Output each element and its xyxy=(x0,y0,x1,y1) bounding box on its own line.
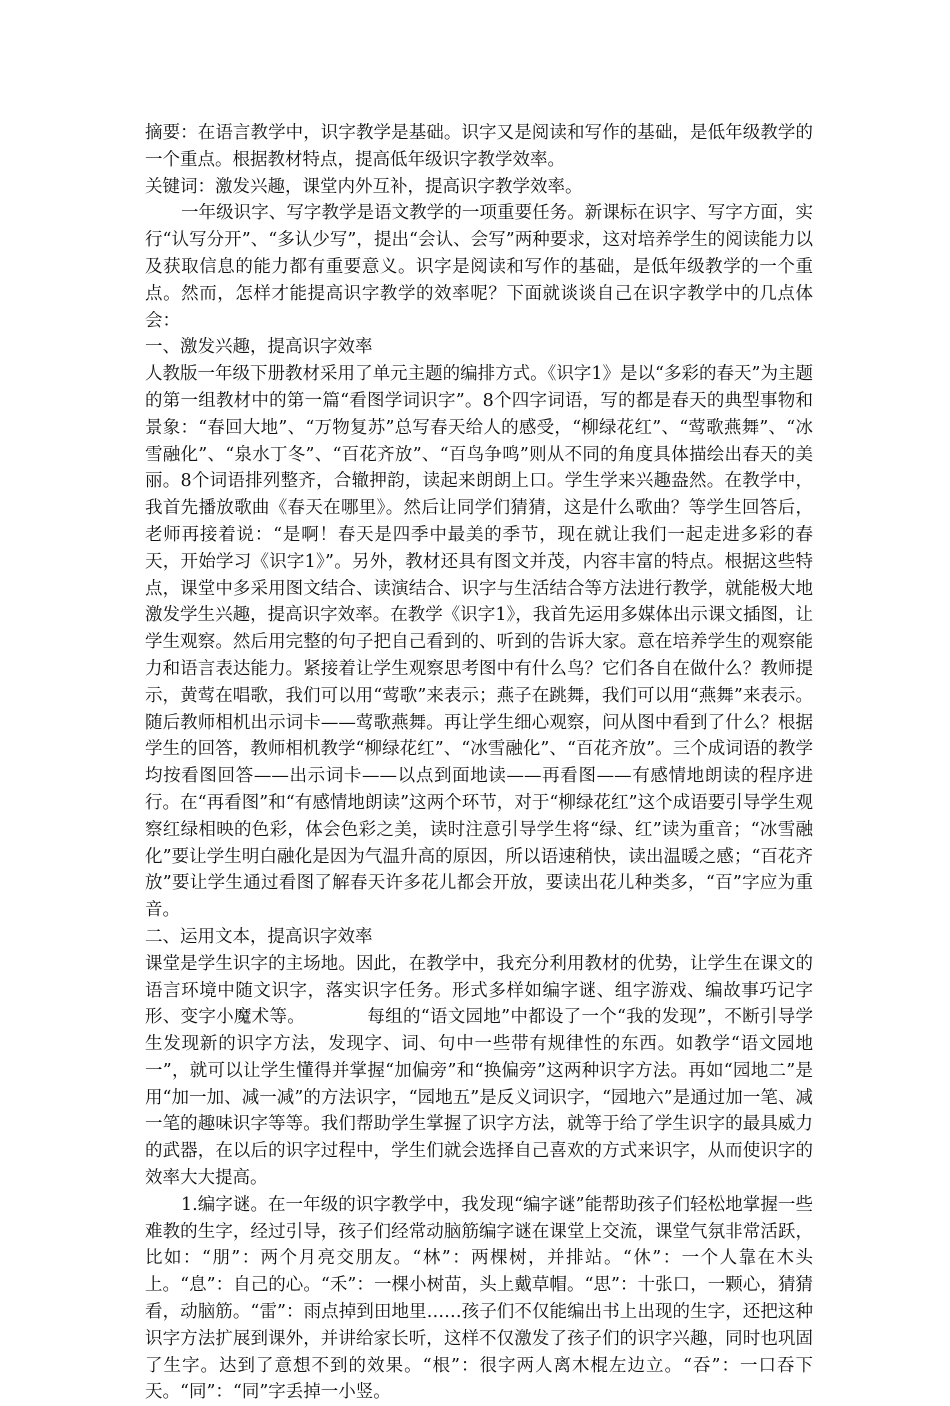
section2-body: 课堂是学生识字的主场地。因此，在教学中，我充分利用教材的优势，让学生在课文的语言环境中随文识字，落实识字任务。形式多样如编字谜、组字游戏、编故事巧记字形、变字小魔术等。 每组的“语文园地”中都设了一个“我的发现”，不断引导学生发现新的识字方法，发现字、词、句中一些带有规律性的东西。如教学“语文园地一”，就可以让学生懂得并掌握“加偏旁”和“换偏旁”这两种识字方法。再如“园地二”是用“加一加、减一减”的方法识字，“园地五”是反义词识字，“园地六”是通过加一笔、减一笔的趣味识字等等。我们帮助学生掌握了识字方法，就等于给了学生识字的最具威力的武器，在以后的识字过程中，学生们就会选择自己喜欢的方式来识字，从而使识字的效率大大提高。 xyxy=(145,953,813,1189)
section1-body: 人教版一年级下册教材采用了单元主题的编排方式。《识字1》是以“多彩的春天”为主题的第一组教材中的第一篇“看图学词识字”。8个四字词语，写的都是春天的典型事物和景象：“春回大地”、“万物复苏”总写春天给人的感受，“柳绿花红”、“莺歌燕舞”、“冰雪融化”、“泉水丁冬”、“百花齐放”、“百鸟争鸣”则从不同的角度具体描绘出春天的美丽。8个词语排列整齐，合辙押韵，读起来朗朗上口。学生学来兴趣盎然。在教学中，我首先播放歌曲《春天在哪里》。然后让同学们猜猜，这是什么歌曲？等学生回答后，老师再接着说：“是啊！春天是四季中最美的季节，现在就让我们一起走进多彩的春天，开始学习《识字1》”。另外，教材还具有图文并茂，内容丰富的特点。根据这些特点，课堂中多采用图文结合、读演结合、识字与生活结合等方法进行教学，就能极大地激发学生兴趣，提高识字效率。在教学《识字1》，我首先运用多媒体出示课文插图，让学生观察。然后用完整的句子把自己看到的、听到的告诉大家。意在培养学生的观察能力和语言表达能力。紧接着让学生观察思考图中有什么鸟？它们各自在做什么？教师提示，黄莺在唱歌，我们可以用“莺歌”来表示；燕子在跳舞，我们可以用“燕舞”来表示。随后教师相机出示词卡——莺歌燕舞。再让学生细心观察，问从图中看到了什么？根据学生的回答，教师相机教学“柳绿花红”、“冰雪融化”、“百花齐放”。三个成词语的教学均按看图回答——出示词卡——以点到面地读——再看图——有感情地朗读的程序进行。在“再看图”和“有感情地朗读”这两个环节，对于“柳绿花红”这个成语要引导学生观察红绿相映的色彩，体会色彩之美，读时注意引导学生将“绿、红”读为重音；“冰雪融化”要让学生明白融化是因为气温升高的原因，所以语速稍快，读出温暖之感；“百花齐放”要让学生通过看图了解春天许多花儿都会开放，要读出花儿种类多，“百”字应为重音。 xyxy=(145,364,813,921)
intro-paragraph: 一年级识字、写字教学是语文教学的一项重要任务。新课标在识字、写字方面，实行“认写分开”、“多认少写”，提出“会认、会写”两种要求，这对培养学生的阅读能力以及获取信息的能力都有重要意义。识字是阅读和写作的基础，是低年级教学的一个重点。然而，怎样才能提高识字教学的效率呢？下面就谈谈自己在识字教学中的几点体会： xyxy=(145,203,813,331)
document-page xyxy=(145,120,813,1406)
section2-heading: 二、运用文本，提高识字效率 xyxy=(145,926,373,947)
abstract-paragraph: 摘要：在语言教学中，识字教学是基础。识字又是阅读和写作的基础，是低年级教学的一个重点。根据教材特点，提高低年级识字教学效率。 xyxy=(145,123,813,170)
section1-heading: 一、激发兴趣，提高识字效率 xyxy=(145,337,373,358)
section2-item1: 1.编字谜。在一年级的识字教学中，我发现“编字谜”能帮助孩子们轻松地掌握一些难教的生字，经过引导，孩子们经常动脑筋编字谜在课堂上交流，课堂气氛非常活跃，比如：“朋”：两个月亮交朋友。“林”：两棵树，并排站。“休”：一个人靠在木头上。“息”：自己的心。“禾”：一棵小树苗，头上戴草帽。“思”：十张口，一颗心，猜猜看，动脑筋。“雷”：雨点掉到田地里……孩子们不仅能编出书上出现的生字，还把这种识字方法扩展到课外，并讲给家长听，这样不仅激发了孩子们的识字兴趣，同时也巩固了生字。达到了意想不到的效果。“根”：很字两人离木棍左边立。“吞”：一口吞下天。“同”：“同”字丢掉一小竖。 xyxy=(145,1194,813,1403)
keywords-paragraph: 关键词：激发兴趣，课堂内外互补，提高识字教学效率。 xyxy=(145,176,583,197)
